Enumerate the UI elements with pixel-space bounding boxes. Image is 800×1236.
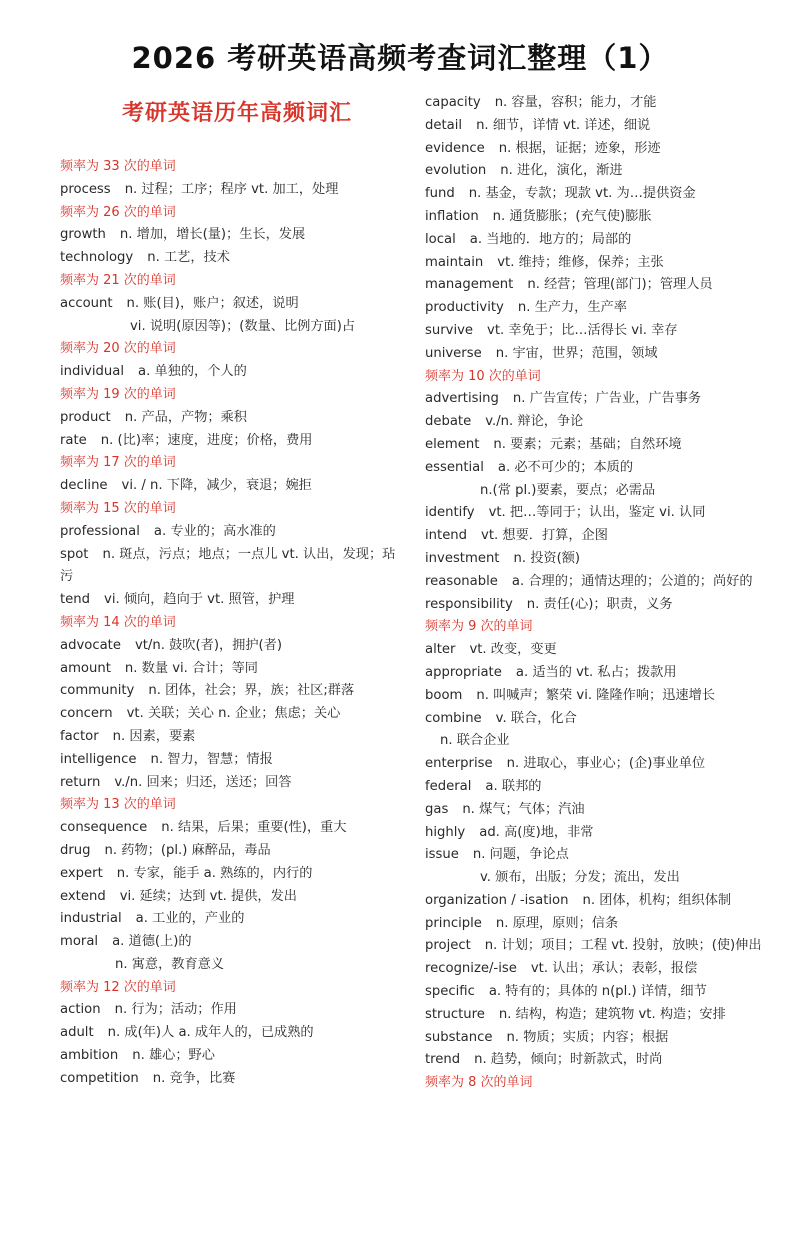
vocab-entry bbox=[60, 1022, 410, 1045]
vocab-definition: a. 适当的 vt. 私占；拨款用 bbox=[515, 664, 677, 680]
vocab-word: advocate bbox=[60, 637, 121, 653]
vocab-definition-continued: 污 bbox=[60, 569, 74, 585]
vocab-definition: vt. 关联；关心 n. 企业；焦虑；关心 bbox=[126, 706, 341, 722]
vocab-definition: n. 行为；活动；作用 bbox=[114, 1002, 237, 1018]
vocab-entry bbox=[425, 434, 785, 457]
vocab-entry bbox=[60, 407, 410, 430]
vocab-word: account bbox=[60, 295, 113, 311]
vocab-definition: a. 合理的；通情达理的；公道的；尚好的 bbox=[511, 573, 753, 589]
vocab-word: technology bbox=[60, 250, 134, 266]
section-subtitle: 考研英语历年高频词汇 bbox=[122, 101, 353, 126]
vocab-definition: n. 因素，要素 bbox=[112, 728, 196, 744]
vocab-definition: n. 增加，增长(量)；生长，发展 bbox=[119, 227, 306, 243]
vocab-definition: vt. 认出；承认；表彰，报偿 bbox=[530, 961, 698, 977]
vocab-word: recognize/-ise bbox=[425, 961, 517, 977]
vocab-definition: vt. 改变，变更 bbox=[469, 642, 557, 658]
vocab-word: evolution bbox=[425, 163, 487, 179]
vocab-word: amount bbox=[60, 660, 111, 676]
vocab-word: professional bbox=[60, 523, 140, 539]
vocab-definition: a. 工业的，产业的 bbox=[135, 911, 245, 927]
vocab-word: rate bbox=[60, 432, 87, 448]
vocab-definition: a. 特有的；具体的 n(pl.) 详情，细节 bbox=[488, 984, 707, 1000]
vocab-word: essential bbox=[425, 459, 484, 475]
vocab-entry bbox=[60, 658, 410, 681]
vocab-entry bbox=[425, 548, 785, 571]
vocab-entry bbox=[425, 457, 785, 480]
vocab-definition: a. 当地的．地方的；局部的 bbox=[469, 231, 632, 247]
vocab-entry bbox=[425, 502, 785, 525]
vocab-word: community bbox=[60, 683, 135, 699]
vocab-entry bbox=[60, 908, 410, 931]
vocab-word: concern bbox=[60, 706, 113, 722]
vocab-entry bbox=[60, 931, 410, 954]
vocab-definition: n. 结果，后果；重要(性)，重大 bbox=[161, 820, 347, 836]
vocab-entry bbox=[425, 662, 785, 685]
vocab-definition: n. 宇宙，世界；范围，领域 bbox=[495, 345, 658, 361]
vocab-word: growth bbox=[60, 227, 106, 243]
vocab-definition: n. 原理，原则；信条 bbox=[495, 915, 619, 931]
vocab-word: detail bbox=[425, 117, 463, 133]
vocab-definition: v./n. 回来；归还，送还；回答 bbox=[114, 774, 292, 790]
vocab-entry bbox=[60, 361, 410, 384]
vocab-entry bbox=[425, 92, 785, 115]
frequency-heading: 频率为 10 次的单词 bbox=[425, 368, 541, 384]
vocab-definition-continued: n.(常 pl.)要素，要点；必需品 bbox=[480, 482, 656, 498]
vocab-entry bbox=[425, 799, 785, 822]
vocab-word: intend bbox=[425, 528, 468, 544]
vocab-word: organization / -isation bbox=[425, 892, 569, 908]
vocab-definition: n. 广告宣传；广告业，广告事务 bbox=[512, 391, 702, 407]
vocab-definition: n. 结构，构造；建筑物 vt. 构造；安排 bbox=[498, 1006, 726, 1022]
vocab-definition: n. 责任(心)；职责，义务 bbox=[526, 596, 673, 612]
vocab-definition: n. 叫喊声；繁荣 vi. 隆隆作响；迅速增长 bbox=[476, 687, 715, 703]
vocab-definition: a. 联邦的 bbox=[485, 778, 542, 794]
frequency-heading: 频率为 9 次的单词 bbox=[425, 619, 533, 635]
vocab-word: productivity bbox=[425, 300, 504, 316]
vocab-entry bbox=[425, 981, 785, 1004]
vocab-entry bbox=[425, 343, 785, 366]
frequency-heading: 频率为 15 次的单词 bbox=[60, 500, 176, 516]
vocab-word: substance bbox=[425, 1029, 493, 1045]
frequency-heading: 频率为 33 次的单词 bbox=[60, 159, 176, 174]
vocab-definition: a. 道德(上)的 bbox=[112, 934, 192, 950]
vocab-definition: n. 团体，社会；界，族；社区;群落 bbox=[148, 683, 355, 699]
vocab-word: drug bbox=[60, 842, 91, 858]
vocab-definition: n. 工艺，技术 bbox=[147, 250, 230, 266]
vocab-word: spot bbox=[60, 546, 89, 562]
vocab-entry bbox=[425, 206, 785, 229]
vocab-entry bbox=[425, 1049, 785, 1072]
vocab-word: adult bbox=[60, 1025, 94, 1041]
vocab-entry bbox=[425, 160, 785, 183]
vocab-definition-continued: n. 寓意，教育意义 bbox=[115, 956, 225, 972]
vocab-definition: vt/n. 鼓吹(者)，拥护(者) bbox=[134, 637, 283, 653]
vocab-definition: a. 单独的，个人的 bbox=[138, 364, 247, 380]
vocab-entry bbox=[425, 1004, 785, 1027]
vocab-entry bbox=[425, 138, 785, 161]
vocab-entry bbox=[425, 525, 785, 548]
vocab-definition: n. 细节，详情 vt. 详述，细说 bbox=[476, 117, 651, 133]
vocab-definition: n. 产品，产物；乘积 bbox=[124, 409, 247, 425]
vocab-definition: n. 药物；(pl.) 麻醉品，毒品 bbox=[104, 842, 271, 858]
vocab-word: factor bbox=[60, 728, 99, 744]
vocab-word: action bbox=[60, 1002, 101, 1018]
vocab-definition: n. 成(年)人 a. 成年人的，已成熟的 bbox=[107, 1025, 314, 1041]
vocab-definition: n. (比)率；速度，进度；价格，费用 bbox=[100, 432, 313, 448]
vocab-definition: n. 问题，争论点 bbox=[472, 847, 569, 863]
vocab-word: management bbox=[425, 277, 514, 293]
vocab-entry bbox=[425, 822, 785, 845]
vocab-entry bbox=[60, 749, 410, 772]
vocab-definition-continued: v. 颁布，出版；分发；流出，发出 bbox=[480, 870, 680, 886]
vocab-word: structure bbox=[425, 1006, 485, 1022]
vocab-entry bbox=[425, 252, 785, 275]
frequency-heading: 频率为 13 次的单词 bbox=[60, 797, 176, 813]
vocab-word: evidence bbox=[425, 140, 485, 156]
vocab-definition: vt. 想要．打算，企图 bbox=[481, 528, 608, 544]
vocab-entry bbox=[60, 475, 410, 498]
vocab-definition: vi. 延续；达到 vt. 提供，发出 bbox=[119, 888, 297, 904]
frequency-heading: 频率为 12 次的单词 bbox=[60, 979, 176, 995]
vocab-definition: n. 计划；项目；工程 vt. 投射，放映；(使)伸出 bbox=[484, 938, 762, 954]
vocab-entry bbox=[60, 726, 410, 749]
vocab-word: intelligence bbox=[60, 751, 137, 767]
vocab-word: universe bbox=[425, 345, 482, 361]
vocab-entry bbox=[425, 685, 785, 708]
vocab-entry bbox=[60, 179, 410, 202]
vocab-definition: v./n. 辩论，争论 bbox=[485, 414, 584, 430]
vocab-entry bbox=[60, 1068, 410, 1091]
frequency-heading: 频率为 8 次的单词 bbox=[425, 1075, 533, 1091]
frequency-heading: 频率为 20 次的单词 bbox=[60, 341, 176, 357]
vocab-word: principle bbox=[425, 915, 482, 931]
vocab-word: expert bbox=[60, 865, 103, 881]
vocab-word: responsibility bbox=[425, 596, 513, 612]
vocab-entry bbox=[60, 589, 410, 612]
vocab-definition: vt. 维持；维修，保养；主张 bbox=[497, 254, 664, 270]
vocab-word: extend bbox=[60, 888, 106, 904]
vocab-entry bbox=[425, 183, 785, 206]
vocab-definition: n. 根据，证据；迹象，形迹 bbox=[498, 140, 661, 156]
vocab-definition: n. 容量，容积；能力，才能 bbox=[494, 95, 657, 110]
vocab-definition: n. 经营；管理(部门)；管理人员 bbox=[527, 277, 713, 293]
vocab-definition: a. 专业的；高水准的 bbox=[153, 523, 276, 539]
vocab-word: alter bbox=[425, 642, 456, 658]
frequency-heading: 频率为 21 次的单词 bbox=[60, 272, 176, 288]
vocab-word: fund bbox=[425, 186, 455, 202]
vocab-definition: vt. 幸免于；比…活得长 vi. 幸存 bbox=[487, 322, 678, 338]
vocab-definition: n. 智力，智慧；情报 bbox=[150, 751, 273, 767]
vocab-entry bbox=[60, 521, 410, 544]
vocab-word: issue bbox=[425, 847, 459, 863]
vocab-entry bbox=[425, 594, 785, 617]
vocab-word: element bbox=[425, 436, 480, 452]
vocab-word: gas bbox=[425, 801, 449, 817]
vocab-definition: a. 必不可少的；本质的 bbox=[497, 459, 634, 475]
vocab-word: moral bbox=[60, 934, 99, 950]
vocab-definition: v. 联合，化合 bbox=[495, 710, 577, 726]
frequency-heading: 频率为 26 次的单词 bbox=[60, 204, 176, 220]
vocab-word: process bbox=[60, 181, 111, 197]
vocab-entry bbox=[60, 886, 410, 909]
vocab-definition: ad. 高(度)地，非常 bbox=[479, 824, 594, 840]
vocab-entry bbox=[425, 913, 785, 936]
vocab-word: individual bbox=[60, 364, 124, 380]
vocab-definition: n. 进取心，事业心；(企)事业单位 bbox=[506, 756, 706, 772]
vocab-definition: vt. 把…等同于；认出，鉴定 vi. 认同 bbox=[488, 505, 706, 521]
vocab-word: consequence bbox=[60, 820, 148, 836]
frequency-heading: 频率为 17 次的单词 bbox=[60, 455, 176, 471]
vocab-definition: n. 账(目)，账户；叙述，说明 bbox=[126, 295, 299, 311]
vocab-definition: n. 通货膨胀；(充气使)膨胀 bbox=[492, 208, 652, 224]
vocab-definition: n. 斑点，污点；地点；一点儿 vt. 认出，发现；玷 bbox=[102, 546, 396, 562]
vocab-word: survive bbox=[425, 322, 474, 338]
vocab-definition: vi. 倾向，趋向于 vt. 照管，护理 bbox=[104, 592, 295, 608]
vocab-definition: vi. / n. 下降，减少，衰退；婉拒 bbox=[121, 478, 312, 494]
vocab-entry bbox=[60, 635, 410, 658]
vocab-definition: n. 竞争，比赛 bbox=[152, 1070, 236, 1086]
vocab-word: industrial bbox=[60, 911, 122, 927]
vocab-entry bbox=[425, 958, 785, 981]
vocab-definition: n. 煤气；气体；汽油 bbox=[462, 801, 585, 817]
vocab-word: local bbox=[425, 231, 456, 247]
vocab-definition: n. 过程；工序；程序 vt. 加工，处理 bbox=[124, 181, 339, 197]
right-column bbox=[425, 92, 785, 1095]
vocab-definition: n. 数量 vi. 合计；等同 bbox=[124, 660, 258, 676]
vocab-word: tend bbox=[60, 592, 91, 608]
vocab-word: specific bbox=[425, 984, 475, 1000]
vocab-entry bbox=[425, 935, 785, 958]
vocab-word: trend bbox=[425, 1052, 461, 1068]
vocab-word: debate bbox=[425, 414, 472, 430]
vocab-entry bbox=[60, 430, 410, 453]
vocab-definition-continued: vi. 说明(原因等)；(数量、比例方面)占 bbox=[130, 318, 356, 334]
frequency-heading: 频率为 19 次的单词 bbox=[60, 386, 176, 402]
vocab-word: product bbox=[60, 409, 111, 425]
vocab-entry bbox=[60, 247, 410, 270]
vocab-entry bbox=[425, 890, 785, 913]
vocab-word: maintain bbox=[425, 254, 484, 270]
vocab-word: return bbox=[60, 774, 101, 790]
vocab-definition: n. 要素；元素；基础；自然环境 bbox=[493, 436, 682, 452]
vocab-entry bbox=[60, 772, 410, 795]
vocab-entry bbox=[425, 844, 785, 867]
frequency-heading: 频率为 14 次的单词 bbox=[60, 614, 176, 630]
vocab-word: federal bbox=[425, 778, 472, 794]
vocab-entry bbox=[425, 274, 785, 297]
vocab-entry bbox=[425, 776, 785, 799]
vocab-entry bbox=[60, 224, 410, 247]
vocab-entry bbox=[60, 703, 410, 726]
vocab-entry bbox=[425, 297, 785, 320]
vocab-word: identify bbox=[425, 505, 475, 521]
vocab-definition: n. 专家，能手 a. 熟练的，内行的 bbox=[116, 865, 313, 881]
vocab-entry bbox=[425, 708, 785, 731]
vocab-word: boom bbox=[425, 687, 463, 703]
vocab-definition: n. 雄心；野心 bbox=[132, 1048, 215, 1064]
vocab-word: reasonable bbox=[425, 573, 498, 589]
vocab-word: project bbox=[425, 938, 471, 954]
vocab-definition: n. 生产力，生产率 bbox=[517, 300, 627, 316]
vocab-word: combine bbox=[425, 710, 482, 726]
vocab-word: capacity bbox=[425, 95, 481, 110]
vocab-word: investment bbox=[425, 550, 500, 566]
vocab-entry bbox=[425, 115, 785, 138]
vocab-entry bbox=[425, 320, 785, 343]
vocab-definition: n. 团体，机构；组织体制 bbox=[582, 892, 732, 908]
vocab-entry bbox=[425, 411, 785, 434]
vocab-definition: n. 投资(额) bbox=[513, 550, 581, 566]
vocab-entry bbox=[60, 680, 410, 703]
vocab-entry bbox=[425, 753, 785, 776]
vocab-entry bbox=[425, 639, 785, 662]
vocab-word: competition bbox=[60, 1070, 139, 1086]
vocab-word: advertising bbox=[425, 391, 499, 407]
vocab-word: decline bbox=[60, 478, 108, 494]
vocab-entry bbox=[60, 999, 410, 1022]
vocab-entry bbox=[60, 863, 410, 886]
vocab-entry bbox=[60, 817, 410, 840]
vocab-word: ambition bbox=[60, 1048, 119, 1064]
vocab-definition: n. 趋势，倾向；时新款式，时尚 bbox=[474, 1052, 663, 1068]
vocab-entry bbox=[60, 293, 410, 316]
vocab-definition: n. 进化，演化，渐进 bbox=[500, 163, 623, 179]
vocab-word: enterprise bbox=[425, 756, 493, 772]
vocab-definition: n. 物质；实质；内容；根据 bbox=[506, 1029, 669, 1045]
vocab-entry bbox=[60, 544, 410, 567]
left-column bbox=[60, 156, 410, 1091]
vocab-entry bbox=[425, 571, 785, 594]
vocab-word: inflation bbox=[425, 208, 479, 224]
vocab-word: highly bbox=[425, 824, 466, 840]
vocab-entry bbox=[60, 1045, 410, 1068]
vocab-entry bbox=[425, 388, 785, 411]
vocab-definition-continued: n. 联合企业 bbox=[440, 733, 510, 749]
vocab-entry bbox=[425, 229, 785, 252]
vocab-entry bbox=[60, 840, 410, 863]
page-title: 2026 考研英语高频考查词汇整理（1） bbox=[131, 41, 669, 75]
vocab-word: appropriate bbox=[425, 664, 502, 680]
vocab-entry bbox=[425, 1027, 785, 1050]
vocab-definition: n. 基金，专款；现款 vt. 为…提供资金 bbox=[468, 186, 696, 202]
